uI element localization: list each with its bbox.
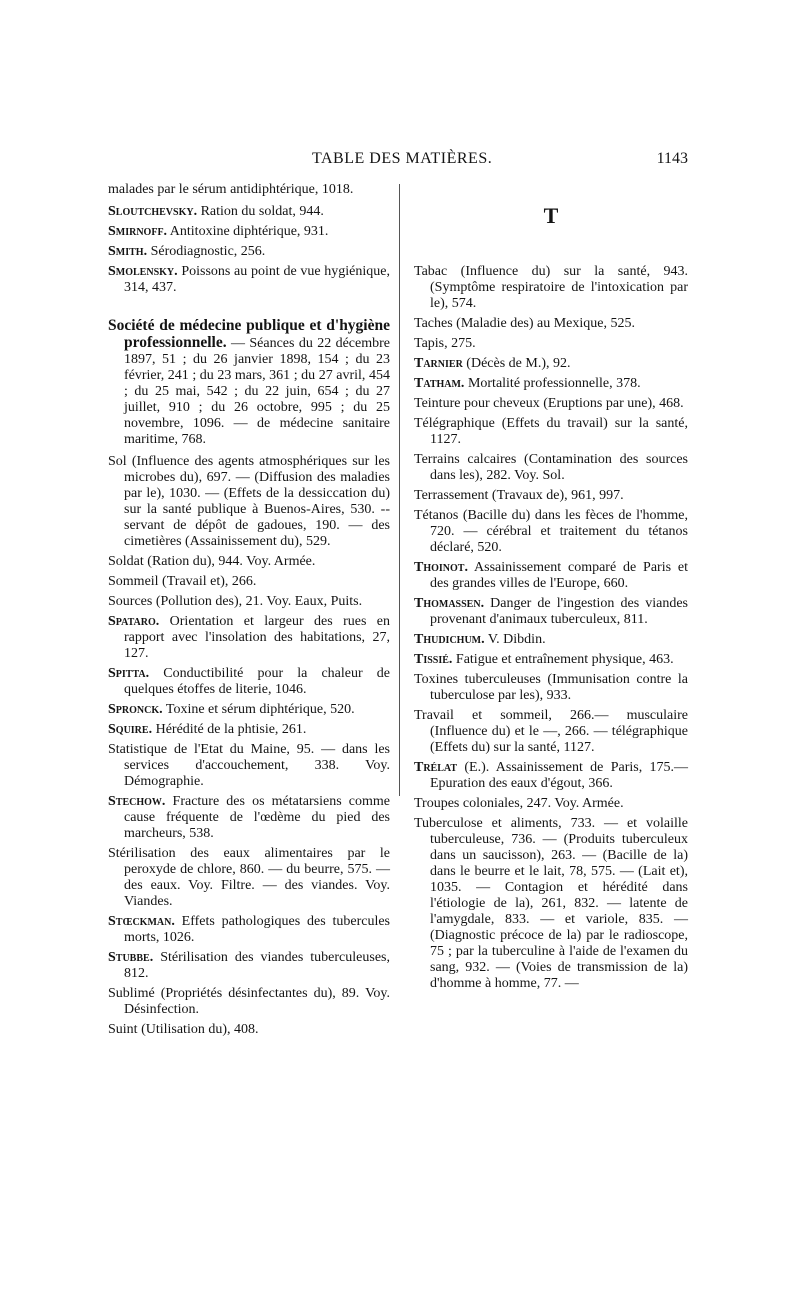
entry-label: Stechow. xyxy=(108,794,166,809)
entry-label: Thudichum. xyxy=(414,632,485,647)
index-entry xyxy=(414,596,688,628)
entry-label: Stubbe. xyxy=(108,950,154,965)
entry-text: Toxines tuberculeuses (Immunisation contre la tuberculose par les), 933. xyxy=(414,672,688,703)
entry-text: Sommeil (Travail et), 266. xyxy=(108,574,257,589)
index-entry xyxy=(108,846,390,910)
entry-text: Hérédité de la phtisie, 261. xyxy=(152,722,307,737)
entry-text: Stérilisation des eaux alimentaires par le peroxyde de chlore, 860. — du beurre, 575. — des eaux. Voy. Filtre. — des viandes. Voy. Viandes. xyxy=(108,846,390,909)
index-entry xyxy=(108,454,390,550)
index-entry xyxy=(414,356,688,372)
index-entry xyxy=(414,672,688,704)
index-entry xyxy=(414,316,688,332)
entry-label: Trélat xyxy=(414,760,458,775)
index-entry xyxy=(108,554,390,570)
entry-text: Danger de l'ingestion des viandes provenant d'animaux tuberculeux, 811. xyxy=(430,596,688,627)
entry-text: malades par le sérum antidiphtérique, 1018. xyxy=(108,182,354,197)
entry-label: Tissié. xyxy=(414,652,453,667)
index-entry xyxy=(414,632,688,648)
entry-text: Télégraphique (Effets du travail) sur la santé, 1127. xyxy=(414,416,688,447)
entry-text: Tétanos (Bacille du) dans les fèces de l'homme, 720. — cérébral et traitement du tétanos déclaré, 520. xyxy=(414,508,688,555)
index-entry xyxy=(108,986,390,1018)
index-entry xyxy=(414,264,688,312)
entry-label: Tatham. xyxy=(414,376,465,391)
entry-text: Fracture des os métatarsiens comme cause fréquente de l'œdème du pied des marcheurs, 538. xyxy=(124,794,390,841)
index-entry xyxy=(108,318,390,448)
entry-text: Ration du soldat, 944. xyxy=(197,204,324,219)
entry-text: Stérilisation des viandes tuberculeuses, 812. xyxy=(124,950,390,981)
entry-text: Conductibilité pour la chaleur de quelques étoffes de literie, 1046. xyxy=(124,666,390,697)
index-entry xyxy=(414,376,688,392)
entry-text: V. Dibdin. xyxy=(484,632,546,647)
index-entry xyxy=(108,702,390,718)
index-entry xyxy=(414,508,688,556)
index-entry xyxy=(414,488,688,504)
running-title: TABLE DES MATIÈRES. xyxy=(312,150,493,167)
entry-label: Sloutchevsky. xyxy=(108,204,198,219)
index-entry xyxy=(108,614,390,662)
index-entry xyxy=(414,796,688,812)
entry-text: Toxine et sérum diphtérique, 520. xyxy=(162,702,355,717)
entry-text: Sérodiagnostic, 256. xyxy=(147,244,266,259)
entry-text: Effets pathologiques des tubercules morts, 1026. xyxy=(124,914,390,945)
entry-label: Smirnoff. xyxy=(108,224,168,239)
index-entry xyxy=(108,204,390,220)
entry-text: Soldat (Ration du), 944. Voy. Armée. xyxy=(108,554,316,569)
index-entry xyxy=(108,722,390,738)
entry-label: Smolensky. xyxy=(108,264,178,279)
entry-text: (E.). Assainissement de Paris, 175.— Epuration des eaux d'égout, 366. xyxy=(430,760,688,791)
index-entry xyxy=(414,336,688,352)
index-entry xyxy=(108,264,390,296)
entry-label: Thoinot. xyxy=(414,560,468,575)
index-entry xyxy=(108,224,390,240)
entry-label: Stœckman. xyxy=(108,914,175,929)
index-entry xyxy=(108,574,390,590)
entry-label: Spronck. xyxy=(108,702,163,717)
page-number: 1143 xyxy=(656,150,688,167)
entry-text: Tuberculose et aliments, 733. — et volaille tuberculeuse, 736. — (Produits tuberculeux dans un saucisson), 263. — (Bacille de la) dans le beurre et le lait, 78, 575. — (Lait et), 1035. — Contagion et hérédité dans l'étiologie de la), 261, 832. — latente de l'amygdale, 833. — et variole, 835. — (Diagnostic précoce de la) par le radioscope, 75 ; par la tuberculine à l'aide de l'examen du sang, 932. — (Voies de transmission de la) d'homme à homme, 77. — xyxy=(414,816,688,991)
index-entry xyxy=(108,742,390,790)
page-header xyxy=(108,150,688,174)
left-column xyxy=(108,182,390,1042)
entry-text: Fatigue et entraînement physique, 463. xyxy=(452,652,674,667)
index-entry xyxy=(414,652,688,668)
index-entry xyxy=(414,816,688,992)
entry-text: Sublimé (Propriétés désinfectantes du), 89. Voy. Désinfection. xyxy=(108,986,390,1017)
entry-label: Tarnier xyxy=(414,356,463,371)
entry-text: Suint (Utilisation du), 408. xyxy=(108,1022,259,1037)
right-column xyxy=(414,182,688,996)
entry-label: Smith. xyxy=(108,244,148,259)
entry-text: Mortalité professionnelle, 378. xyxy=(464,376,641,391)
entry-label: Société de médecine publique et d'hygiène professionnelle. xyxy=(108,317,390,351)
index-entry xyxy=(414,560,688,592)
entry-text: Statistique de l'Etat du Maine, 95. — dans les services d'accouchement, 338. Voy. Démographie. xyxy=(108,742,390,789)
entry-text: Sol (Influence des agents atmosphériques sur les microbes du), 697. — (Diffusion des maladies par le), 1030. — (Effets de la dessiccation du) sur la santé publique à Buenos-Aires, 530. -- servant de dépôt de gadoues, 190. — des cimetières (Assainissement du), 529. xyxy=(108,454,390,549)
entry-text: Tabac (Influence du) sur la santé, 943. (Symptôme respiratoire de l'intoxication par le), 574. xyxy=(414,264,688,311)
entry-label: Squire. xyxy=(108,722,153,737)
index-entry xyxy=(414,452,688,484)
entry-text: Antitoxine diphtérique, 931. xyxy=(167,224,329,239)
index-entry xyxy=(414,416,688,448)
index-entry xyxy=(108,594,390,610)
index-entry xyxy=(108,950,390,982)
entry-text: Terrains calcaires (Contamination des sources dans les), 282. Voy. Sol. xyxy=(414,452,688,483)
index-entry xyxy=(108,666,390,698)
entry-label: Spataro. xyxy=(108,614,160,629)
index-entry xyxy=(414,708,688,756)
entry-text: Poissons au point de vue hygiénique, 314, 437. xyxy=(124,264,390,295)
index-entry xyxy=(108,914,390,946)
entry-text: Orientation et largeur des rues en rapport avec l'insolation des habitations, 27, 127. xyxy=(124,614,390,661)
index-entry xyxy=(108,1022,390,1038)
section-letter: T xyxy=(543,203,559,228)
index-entry xyxy=(108,244,390,260)
entry-label: Spitta. xyxy=(108,666,150,681)
entry-label: Thomassen. xyxy=(414,596,485,611)
entry-text: Troupes coloniales, 247. Voy. Armée. xyxy=(414,796,624,811)
entry-text: Sources (Pollution des), 21. Voy. Eaux, Puits. xyxy=(108,594,363,609)
entry-text: Teinture pour cheveux (Eruptions par une), 468. xyxy=(414,396,684,411)
entry-text: Taches (Maladie des) au Mexique, 525. xyxy=(414,316,635,331)
column-divider xyxy=(399,184,400,796)
entry-text: Tapis, 275. xyxy=(414,336,476,351)
index-entry xyxy=(108,794,390,842)
index-entry xyxy=(414,396,688,412)
index-entry xyxy=(414,760,688,792)
index-entry xyxy=(108,182,390,198)
entry-text: Travail et sommeil, 266.— musculaire (Influence du) et le —, 266. — télégraphique (Effets du) sur la santé, 1127. xyxy=(414,708,688,755)
entry-text: Terrassement (Travaux de), 961, 997. xyxy=(414,488,624,503)
entry-text: Assainissement comparé de Paris et des grandes villes de l'Europe, 660. xyxy=(430,560,688,591)
entry-text: (Décès de M.), 92. xyxy=(462,356,571,371)
entry-text: — Séances du 22 décembre 1897, 51 ; du 26 janvier 1898, 154 ; du 23 février, 241 ; du 23 mars, 361 ; du 27 avril, 454 ; du 25 mai, 542 ; du 22 juin, 654 ; du 27 juillet, 910 ; du 26 octobre, 995 ; du 25 novembre, 1096. — de médecine sanitaire maritime, 768. xyxy=(124,336,390,447)
